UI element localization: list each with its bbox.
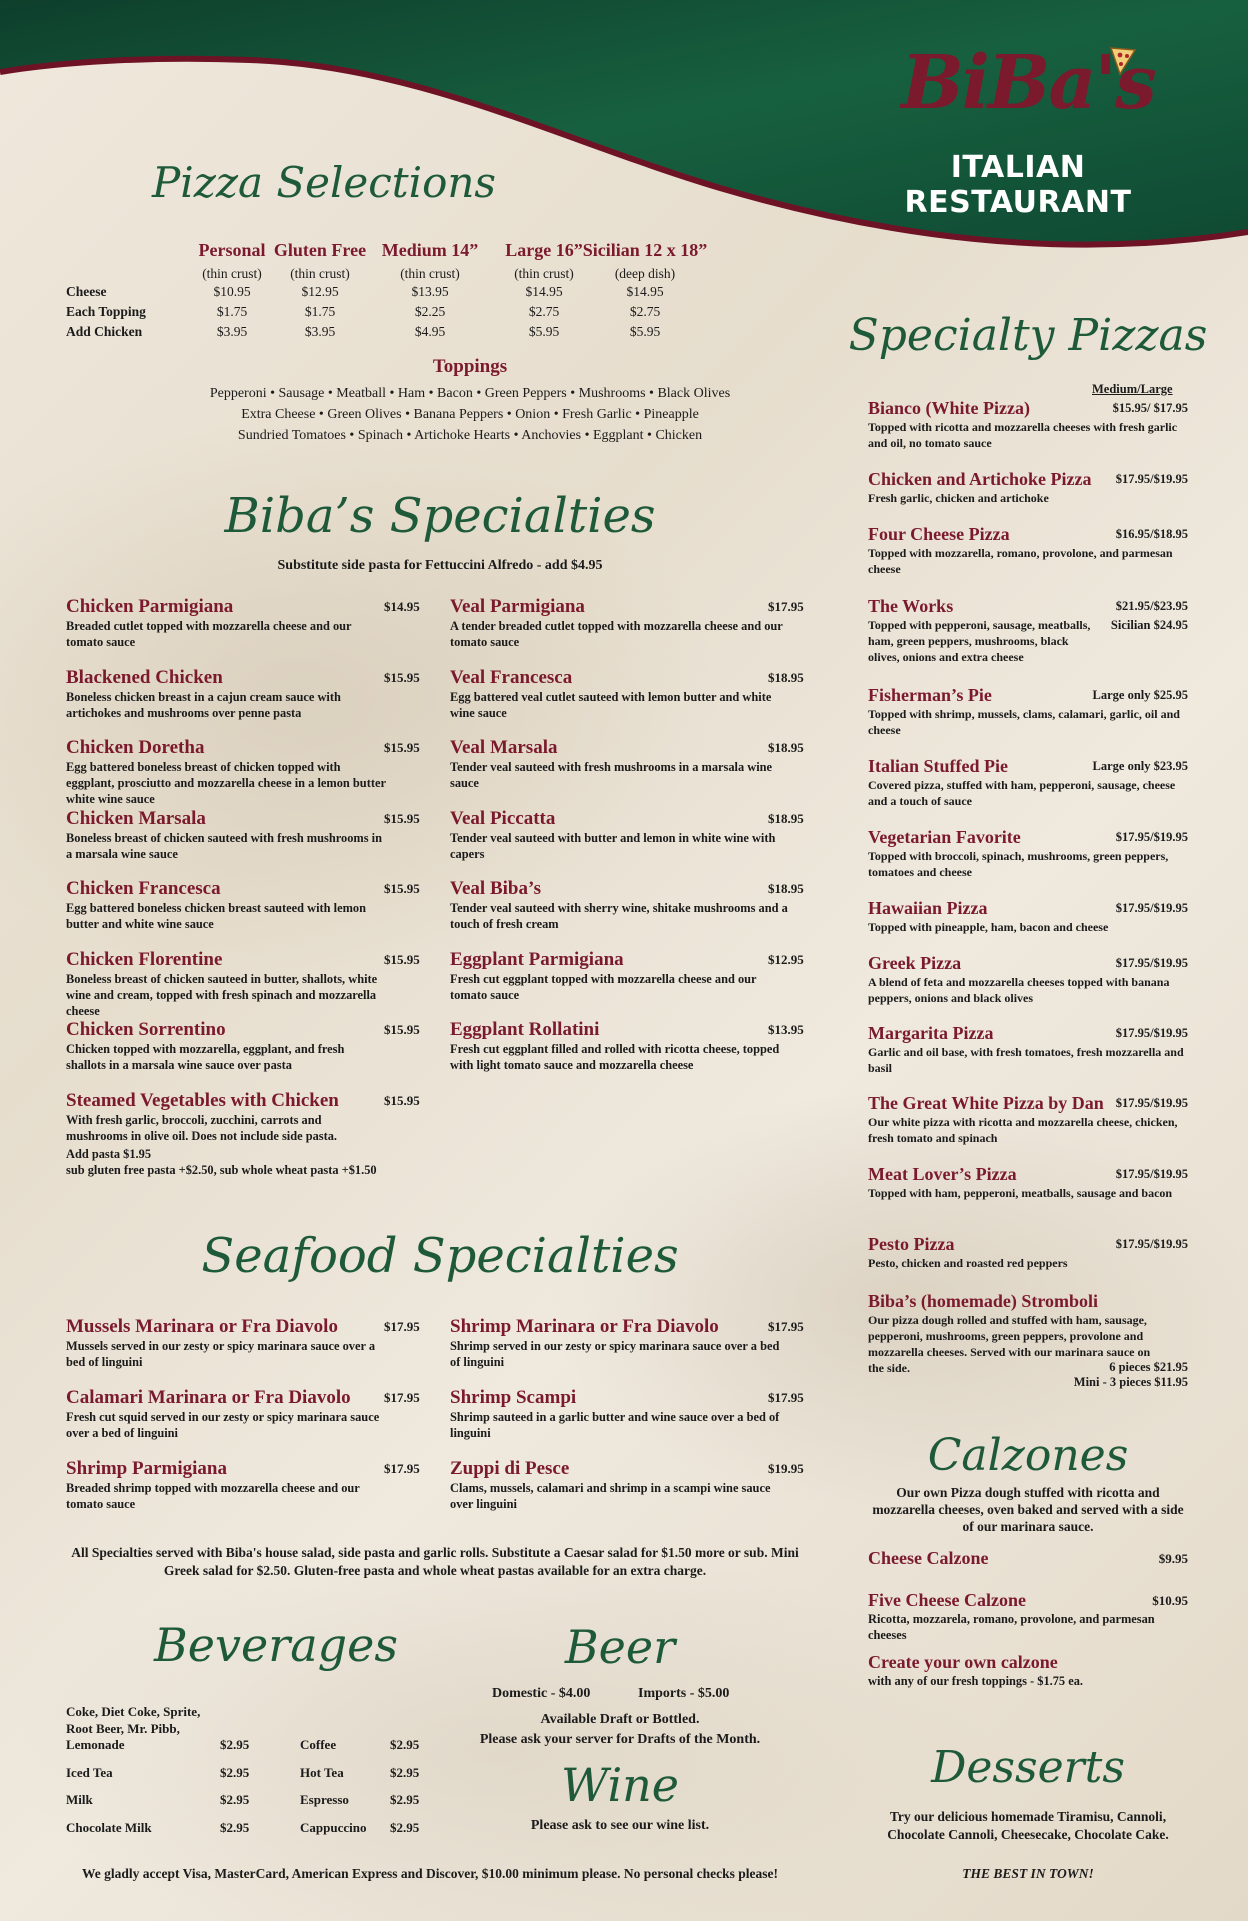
- pizza-price-table: [60, 240, 880, 345]
- menu-item: [450, 1316, 810, 1370]
- specialty-pizza-name: The Great White Pizza by Dan: [868, 1093, 1104, 1113]
- menu-item-price: $19.95: [768, 1461, 804, 1476]
- beverages-title: Beverages: [154, 1618, 398, 1672]
- menu-item: [450, 737, 810, 791]
- restaurant-logo: BiBa's: [901, 40, 1155, 126]
- specialty-pizza-name: Pesto Pizza: [868, 1234, 955, 1254]
- menu-item: [66, 1458, 426, 1512]
- menu-item: [450, 949, 810, 1003]
- beverage-row: [66, 1792, 266, 1808]
- menu-item: [450, 596, 810, 650]
- pizza-price: $5.95: [629, 324, 661, 339]
- specialty-pizza-desc: Topped with ham, pepperoni, meatballs, sausage and bacon: [868, 1186, 1173, 1200]
- menu-item-desc: Mussels served in our zesty or spicy marinara sauce over a bed of linguini: [66, 1339, 376, 1369]
- create-calzone-desc: with any of our fresh toppings - $1.75 ea.: [868, 1674, 1084, 1688]
- size-column-header: Sicilian 12 x 18”: [582, 240, 708, 260]
- wine-title: Wine: [560, 1758, 680, 1812]
- specialty-pizza-desc: A blend of feta and mozzarella cheeses topped with banana peppers, onions and black olives: [868, 975, 1170, 1005]
- size-column-header: Personal: [198, 240, 266, 260]
- menu-item-desc: Tender veal sauteed with butter and lemon in white wine with capers: [450, 830, 776, 861]
- specialty-pizza-desc: Garlic and oil base, with fresh tomatoes, fresh mozzarella and basil: [868, 1045, 1184, 1075]
- beer-domestic: Domestic - $4.00: [492, 1686, 591, 1701]
- crust-type: (thin crust): [290, 266, 350, 281]
- create-calzone-title: Create your own calzone: [868, 1652, 1058, 1672]
- menu-item: [66, 808, 426, 862]
- specialty-pizza-desc: Our white pizza with ricotta and mozzarella cheese, chicken, fresh tomato and spinach: [868, 1115, 1178, 1145]
- beverage-name: Hot Tea: [300, 1764, 344, 1780]
- specialties-served-note: All Specialties served with Biba's house salad, side pasta and garlic rolls. Substitute a Caesar salad for $1.50 more or sub. Mini Greek salad for $2.50. Gluten-free pasta and whole wheat pastas available for an extra charge.: [71, 1545, 799, 1578]
- stromboli-name: Biba’s (homemade) Stromboli: [868, 1291, 1099, 1311]
- beer-info: [440, 1710, 800, 1750]
- pizza-price: $3.95: [304, 324, 336, 339]
- menu-item: [66, 596, 426, 650]
- beer-imports: Imports - $5.00: [638, 1686, 730, 1701]
- menu-item-name: Zuppi di Pesce: [450, 1458, 570, 1479]
- soda-label-line: Root Beer, Mr. Pibb,: [66, 1721, 180, 1736]
- crust-type: (thin crust): [202, 266, 262, 281]
- menu-item: [66, 737, 426, 807]
- specialty-pizza-name: The Works: [868, 596, 954, 616]
- specialty-pizza-price: $17.95/$19.95: [1115, 1167, 1188, 1181]
- menu-item-name: Eggplant Parmigiana: [450, 948, 624, 970]
- toppings-title: Toppings: [432, 356, 508, 377]
- size-column-header: Large 16”: [505, 240, 583, 260]
- size-column-header: Medium 14”: [381, 240, 479, 260]
- specialty-pizza-price: $16.95/$18.95: [1115, 527, 1188, 541]
- beverage-price: $2.95: [220, 1792, 250, 1807]
- calzones-title: Calzones: [927, 1430, 1129, 1481]
- specialty-pizza-desc: Pesto, chicken and roasted red peppers: [868, 1256, 1068, 1270]
- menu-item: [66, 878, 426, 932]
- specialty-pizza-desc: Topped with mozzarella, romano, provolone, and parmesan cheese: [868, 546, 1173, 576]
- beverage-row: [66, 1820, 266, 1836]
- menu-item-desc: Egg battered veal cutlet sauteed with lemon butter and white wine sauce: [450, 689, 772, 720]
- specialty-pizza-item: [868, 1093, 1188, 1146]
- menu-item-name: Veal Piccatta: [450, 807, 556, 829]
- menu-item-name: Veal Francesca: [450, 666, 573, 688]
- beverage-price: $2.95: [390, 1792, 420, 1807]
- beverage-price: $2.95: [220, 1764, 250, 1780]
- calzone-price: $10.95: [1152, 1593, 1188, 1608]
- calzone-name: Five Cheese Calzone: [868, 1590, 1026, 1610]
- size-column-header: Gluten Free: [273, 240, 367, 260]
- beverage-price: $2.95: [220, 1737, 250, 1752]
- beverage-name: Cappuccino: [300, 1819, 367, 1835]
- beverage-name: Iced Tea: [66, 1764, 113, 1780]
- beverage-price: $2.95: [390, 1737, 420, 1752]
- desserts-tagline: THE BEST IN TOWN!: [962, 1866, 1094, 1881]
- beer-info-line: Please ask your server for Drafts of the Month.: [479, 1732, 761, 1747]
- menu-item-name: Shrimp Scampi: [450, 1387, 577, 1408]
- specialty-pizza-name: Margarita Pizza: [868, 1023, 994, 1043]
- toppings-line: Sundried Tomatoes • Spinach • Artichoke Hearts • Anchovies • Eggplant • Chicken: [237, 428, 703, 443]
- menu-item: [450, 1019, 810, 1073]
- specialty-pizza-item: [868, 898, 1188, 935]
- beverage-row: [300, 1820, 430, 1836]
- menu-item-price: $17.95: [384, 1319, 420, 1334]
- menu-item-desc: With fresh garlic, broccoli, zucchini, carrots and mushrooms in olive oil. Does not include side pasta.: [66, 1112, 338, 1143]
- menu-item-name: Chicken Parmigiana: [66, 596, 234, 617]
- menu-item-extra: Add pasta $1.95: [66, 1146, 152, 1161]
- specialty-pizza-desc: Topped with pepperoni, sausage, meatballs, ham, green peppers, mushrooms, black olives, onions and extra cheese: [868, 618, 1091, 664]
- specialty-pizza-price-sicilian: Sicilian $24.95: [1110, 618, 1188, 632]
- seafood-title: Seafood Specialties: [201, 1228, 679, 1284]
- pizza-price: $13.95: [411, 284, 449, 299]
- specialty-pizza-name: Four Cheese Pizza: [868, 524, 1010, 544]
- beverage-row: [300, 1765, 430, 1781]
- crust-type: (thin crust): [514, 266, 574, 281]
- pizza-price: $12.95: [301, 284, 339, 299]
- menu-item-desc: Tender veal sauteed with fresh mushrooms in a marsala wine sauce: [450, 760, 773, 790]
- specialty-pizza-price: $17.95/$19.95: [1115, 1026, 1188, 1040]
- specialty-pizza-desc: Covered pizza, stuffed with ham, pepperoni, sausage, cheese and a touch of sauce: [868, 778, 1176, 808]
- pizza-price: $2.75: [629, 304, 661, 319]
- pizza-price: $3.95: [216, 324, 248, 339]
- menu-item-desc: Breaded shrimp topped with mozzarella cheese and our tomato sauce: [66, 1481, 360, 1511]
- desserts-title: Desserts: [931, 1742, 1125, 1793]
- menu-item-name: Shrimp Marinara or Fra Diavolo: [450, 1316, 719, 1337]
- menu-item-price: $15.95: [384, 740, 420, 755]
- pizza-price: $14.95: [525, 284, 563, 299]
- stromboli-item: [868, 1291, 1188, 1390]
- menu-item-desc: Breaded cutlet topped with mozzarella cheese and our tomato sauce: [66, 619, 352, 649]
- calzone-desc: Ricotta, mozzarela, romano, provolone, and parmesan cheeses: [868, 1612, 1155, 1642]
- pizza-price: $14.95: [626, 284, 664, 299]
- beverage-name: Lemonade: [66, 1737, 125, 1752]
- specialty-pizza-desc: Topped with ricotta and mozzarella cheeses with fresh garlic and oil, no tomato sauce: [868, 420, 1178, 450]
- pizza-price: $2.75: [528, 304, 560, 319]
- calzone-price: $9.95: [1158, 1551, 1188, 1566]
- menu-item-desc: Shrimp sauteed in a garlic butter and wine sauce over a bed of linguini: [450, 1410, 780, 1440]
- specialty-pizza-item: [868, 953, 1188, 1006]
- pizza-price: $1.75: [216, 304, 248, 319]
- menu-item-desc: Shrimp served in our zesty or spicy marinara sauce over a bed of linguini: [450, 1339, 780, 1369]
- menu-item: [66, 1387, 426, 1441]
- menu-item-price: $15.95: [384, 951, 420, 967]
- specialty-pizza-item: [868, 1023, 1188, 1076]
- beverage-name: Chocolate Milk: [66, 1819, 152, 1835]
- beer-title: Beer: [564, 1620, 676, 1674]
- soda-label: [66, 1703, 200, 1737]
- beer-info-line: Available Draft or Bottled.: [540, 1712, 700, 1727]
- menu-item-desc: Clams, mussels, calamari and shrimp in a scampi wine sauce over linguini: [450, 1481, 771, 1511]
- menu-item-desc: Egg battered boneless breast of chicken topped with eggplant, prosciutto and mozzarella cheese in a lemon butter white wine sauce: [66, 760, 386, 806]
- beverage-name: Espresso: [300, 1792, 349, 1807]
- menu-item-name: Mussels Marinara or Fra Diavolo: [66, 1316, 338, 1337]
- specialty-pizza-item: [868, 524, 1188, 577]
- specialty-pizza-price: $17.95/$19.95: [1115, 830, 1188, 844]
- menu-item-desc: Tender veal sauteed with sherry wine, shitake mushrooms and a touch of fresh cream: [450, 901, 788, 931]
- specialty-pizza-item: [868, 685, 1188, 738]
- beverage-name: Milk: [66, 1792, 93, 1807]
- menu-item-price: $15.95: [384, 881, 420, 896]
- menu-item-desc: Chicken topped with mozzarella, eggplant, and fresh shallots in a marsala wine sauce over pasta: [66, 1042, 345, 1072]
- menu-item: [66, 667, 426, 721]
- specialty-pizza-price: $17.95/$19.95: [1115, 1237, 1188, 1251]
- menu-item-desc: Boneless breast of chicken sauteed in butter, shallots, white wine and cream, topped with fresh spinach and mozzarella cheese: [66, 971, 378, 1018]
- soda-label-line: Coke, Diet Coke, Sprite,: [66, 1704, 201, 1719]
- specialty-pizza-price: Large only $25.95: [1092, 688, 1188, 702]
- menu-item-price: $15.95: [384, 1022, 420, 1037]
- specialty-pizza-item: [868, 1164, 1188, 1201]
- restaurant-subtitle: ITALIAN RESTAURANT: [904, 150, 1132, 220]
- menu-item-name: Veal Marsala: [450, 737, 558, 758]
- menu-item-desc: Fresh cut eggplant filled and rolled with ricotta cheese, topped with light tomato sauce and mozzarella cheese: [450, 1042, 780, 1072]
- beverage-row: [66, 1765, 266, 1781]
- menu-item-name: Chicken Francesca: [66, 878, 221, 899]
- specialty-pizza-desc: Topped with pineapple, ham, bacon and cheese: [868, 920, 1109, 934]
- menu-item: [66, 1090, 426, 1178]
- menu-item-desc: Boneless chicken breast in a cajun cream sauce with artichokes and mushrooms over penne pasta: [66, 689, 341, 720]
- crust-type: (deep dish): [614, 266, 676, 281]
- specialty-pizza-price: Large only $23.95: [1092, 759, 1188, 773]
- menu-item: [450, 878, 810, 932]
- specialty-pizza-name: Vegetarian Favorite: [868, 827, 1021, 847]
- menu-item-name: Blackened Chicken: [66, 666, 223, 688]
- specialty-pizza-desc: Fresh garlic, chicken and artichoke: [868, 491, 1049, 505]
- menu-item-name: Eggplant Rollatini: [450, 1019, 600, 1040]
- desserts-desc: Try our delicious homemade Tiramisu, Cannoli, Chocolate Cannoli, Cheesecake, Chocolate Cake.: [887, 1809, 1169, 1842]
- menu-item-price: $15.95: [384, 810, 420, 826]
- menu-item-price: $17.95: [384, 1390, 420, 1405]
- menu-item: [66, 949, 426, 1019]
- specialty-pizza-price: $17.95/$19.95: [1115, 956, 1188, 970]
- specialty-pizza-name: Bianco (White Pizza): [868, 398, 1030, 418]
- menu-item-name: Chicken Marsala: [66, 807, 206, 829]
- biba-specialties-title: Biba’s Specialties: [224, 488, 656, 544]
- specialty-pizza-item: [868, 827, 1188, 880]
- menu-item-name: Veal Parmigiana: [450, 596, 585, 617]
- beverage-price: $2.95: [390, 1819, 420, 1835]
- specialty-pizza-name: Meat Lover’s Pizza: [868, 1164, 1017, 1184]
- specialty-pizza-price: $17.95/$19.95: [1115, 1096, 1188, 1110]
- menu-item: [450, 1387, 810, 1441]
- size-header: Medium/Large: [1092, 382, 1173, 396]
- pizza-price: $5.95: [528, 324, 560, 339]
- beverage-row: [66, 1737, 266, 1753]
- specialty-pizza-desc: Topped with broccoli, spinach, mushrooms, green peppers, tomatoes and cheese: [868, 849, 1169, 879]
- menu-item-desc: Fresh cut eggplant topped with mozzarella cheese and our tomato sauce: [450, 971, 757, 1002]
- specialty-pizza-item: [868, 596, 1188, 665]
- pizza-price: $4.95: [414, 324, 446, 339]
- pizza-row-label: Each Topping: [66, 304, 146, 319]
- specialty-pizza-name: Hawaiian Pizza: [868, 898, 988, 918]
- stromboli-mini-price: Mini - 3 pieces $11.95: [1073, 1375, 1188, 1389]
- menu-item-price: $17.95: [384, 1461, 420, 1476]
- menu-item-name: Chicken Doretha: [66, 737, 205, 758]
- pizza-row-label: Cheese: [66, 284, 107, 299]
- pizza-price: $2.25: [414, 304, 446, 319]
- crust-type: (thin crust): [400, 266, 460, 281]
- menu-item: [66, 1019, 426, 1073]
- wine-info: Please ask to see our wine list.: [530, 1818, 710, 1833]
- menu-item-name: Shrimp Parmigiana: [66, 1458, 227, 1479]
- menu-item-price: $15.95: [384, 669, 420, 685]
- menu-item-desc: Egg battered boneless chicken breast sauteed with lemon butter and white wine sauce: [66, 901, 367, 931]
- pizza-row-label: Add Chicken: [66, 324, 143, 339]
- pizza-price: $10.95: [213, 284, 251, 299]
- calzone-item: [868, 1590, 1188, 1643]
- menu-item-name: Steamed Vegetables with Chicken: [66, 1089, 339, 1111]
- menu-item-desc: A tender breaded cutlet topped with mozzarella cheese and our tomato sauce: [450, 619, 783, 649]
- menu-item-price: $18.95: [768, 669, 804, 685]
- menu-item-extra: sub gluten free pasta +$2.50, sub whole wheat pasta +$1.50: [66, 1162, 377, 1177]
- menu-item-price: $14.95: [384, 599, 420, 614]
- menu-item-price: $18.95: [768, 881, 804, 896]
- specialty-pizza-item: [868, 469, 1188, 506]
- menu-item-price: $17.95: [768, 1390, 804, 1405]
- menu-item: [450, 667, 810, 721]
- specialty-pizza-name: Italian Stuffed Pie: [868, 756, 1009, 776]
- menu-item-price: $12.95: [768, 951, 804, 967]
- menu-item-price: $18.95: [768, 810, 804, 826]
- beverage-name: Coffee: [300, 1737, 337, 1752]
- menu-item-price: $17.95: [768, 1319, 804, 1334]
- beverage-row: [300, 1792, 430, 1808]
- specialty-pizza-item: [868, 1234, 1188, 1271]
- menu-item-name: Veal Biba’s: [450, 878, 541, 899]
- specialty-pizza-name: Greek Pizza: [868, 953, 962, 973]
- specialty-pizza-desc: Topped with shrimp, mussels, clams, calamari, garlic, oil and cheese: [868, 707, 1180, 737]
- toppings-line: Pepperoni • Sausage • Meatball • Ham • Bacon • Green Peppers • Mushrooms • Black Olives: [209, 386, 731, 401]
- stromboli-desc: Our pizza dough rolled and stuffed with ham, sausage, pepperoni, mushrooms, green peppers, provolone and mozzarella cheeses. Served with our marinara sauce on the side.: [868, 1313, 1151, 1375]
- beverage-row: [300, 1737, 430, 1753]
- toppings-list: [30, 383, 910, 446]
- menu-item: [450, 808, 810, 862]
- menu-item-price: $17.95: [768, 599, 804, 614]
- menu-item-desc: Boneless breast of chicken sauteed with fresh mushrooms in a marsala wine sauce: [66, 830, 382, 861]
- specialty-pizza-item: [868, 398, 1188, 451]
- specialty-pizza-price: $15.95/ $17.95: [1112, 401, 1188, 415]
- menu-item-name: Chicken Florentine: [66, 948, 223, 970]
- specialty-pizzas-title: Specialty Pizzas: [848, 310, 1208, 361]
- specialty-pizza-item: [868, 756, 1188, 809]
- toppings-line: Extra Cheese • Green Olives • Banana Peppers • Onion • Fresh Garlic • Pineapple: [241, 407, 699, 422]
- specialties-note: Substitute side pasta for Fettuccini Alfredo - add $4.95: [277, 558, 603, 573]
- beverage-price: $2.95: [220, 1819, 250, 1835]
- menu-item-name: Chicken Sorrentino: [66, 1019, 226, 1040]
- payment-footer: We gladly accept Visa, MasterCard, American Express and Discover, $10.00 minimum please. No personal checks please!: [82, 1866, 778, 1881]
- menu-item-desc: Fresh cut squid served in our zesty or spicy marinara sauce over a bed of linguini: [66, 1410, 380, 1440]
- beverage-price: $2.95: [390, 1764, 420, 1780]
- menu-item-price: $18.95: [768, 740, 804, 755]
- menu-item: [66, 1316, 426, 1370]
- pizza-selections-title: Pizza Selections: [152, 158, 496, 207]
- menu-item-price: $13.95: [768, 1022, 804, 1037]
- specialty-pizza-price: $21.95/$23.95: [1115, 599, 1188, 613]
- stromboli-price: 6 pieces $21.95: [1109, 1360, 1188, 1374]
- specialty-pizza-name: Chicken and Artichoke Pizza: [868, 469, 1092, 489]
- menu-item-name: Calamari Marinara or Fra Diavolo: [66, 1387, 351, 1408]
- specialty-pizza-price: $17.95/$19.95: [1115, 901, 1188, 915]
- pizza-price: $1.75: [304, 304, 336, 319]
- calzone-name: Cheese Calzone: [868, 1548, 989, 1568]
- specialty-pizza-price: $17.95/$19.95: [1115, 472, 1188, 486]
- menu-item: [450, 1458, 810, 1512]
- specialty-pizza-name: Fisherman’s Pie: [868, 685, 992, 705]
- menu-item-price: $15.95: [384, 1092, 420, 1108]
- calzones-intro: Our own Pizza dough stuffed with ricotta and mozzarella cheeses, oven baked and served with a side of our marinara sauce.: [872, 1485, 1184, 1534]
- calzone-item: [868, 1548, 1188, 1569]
